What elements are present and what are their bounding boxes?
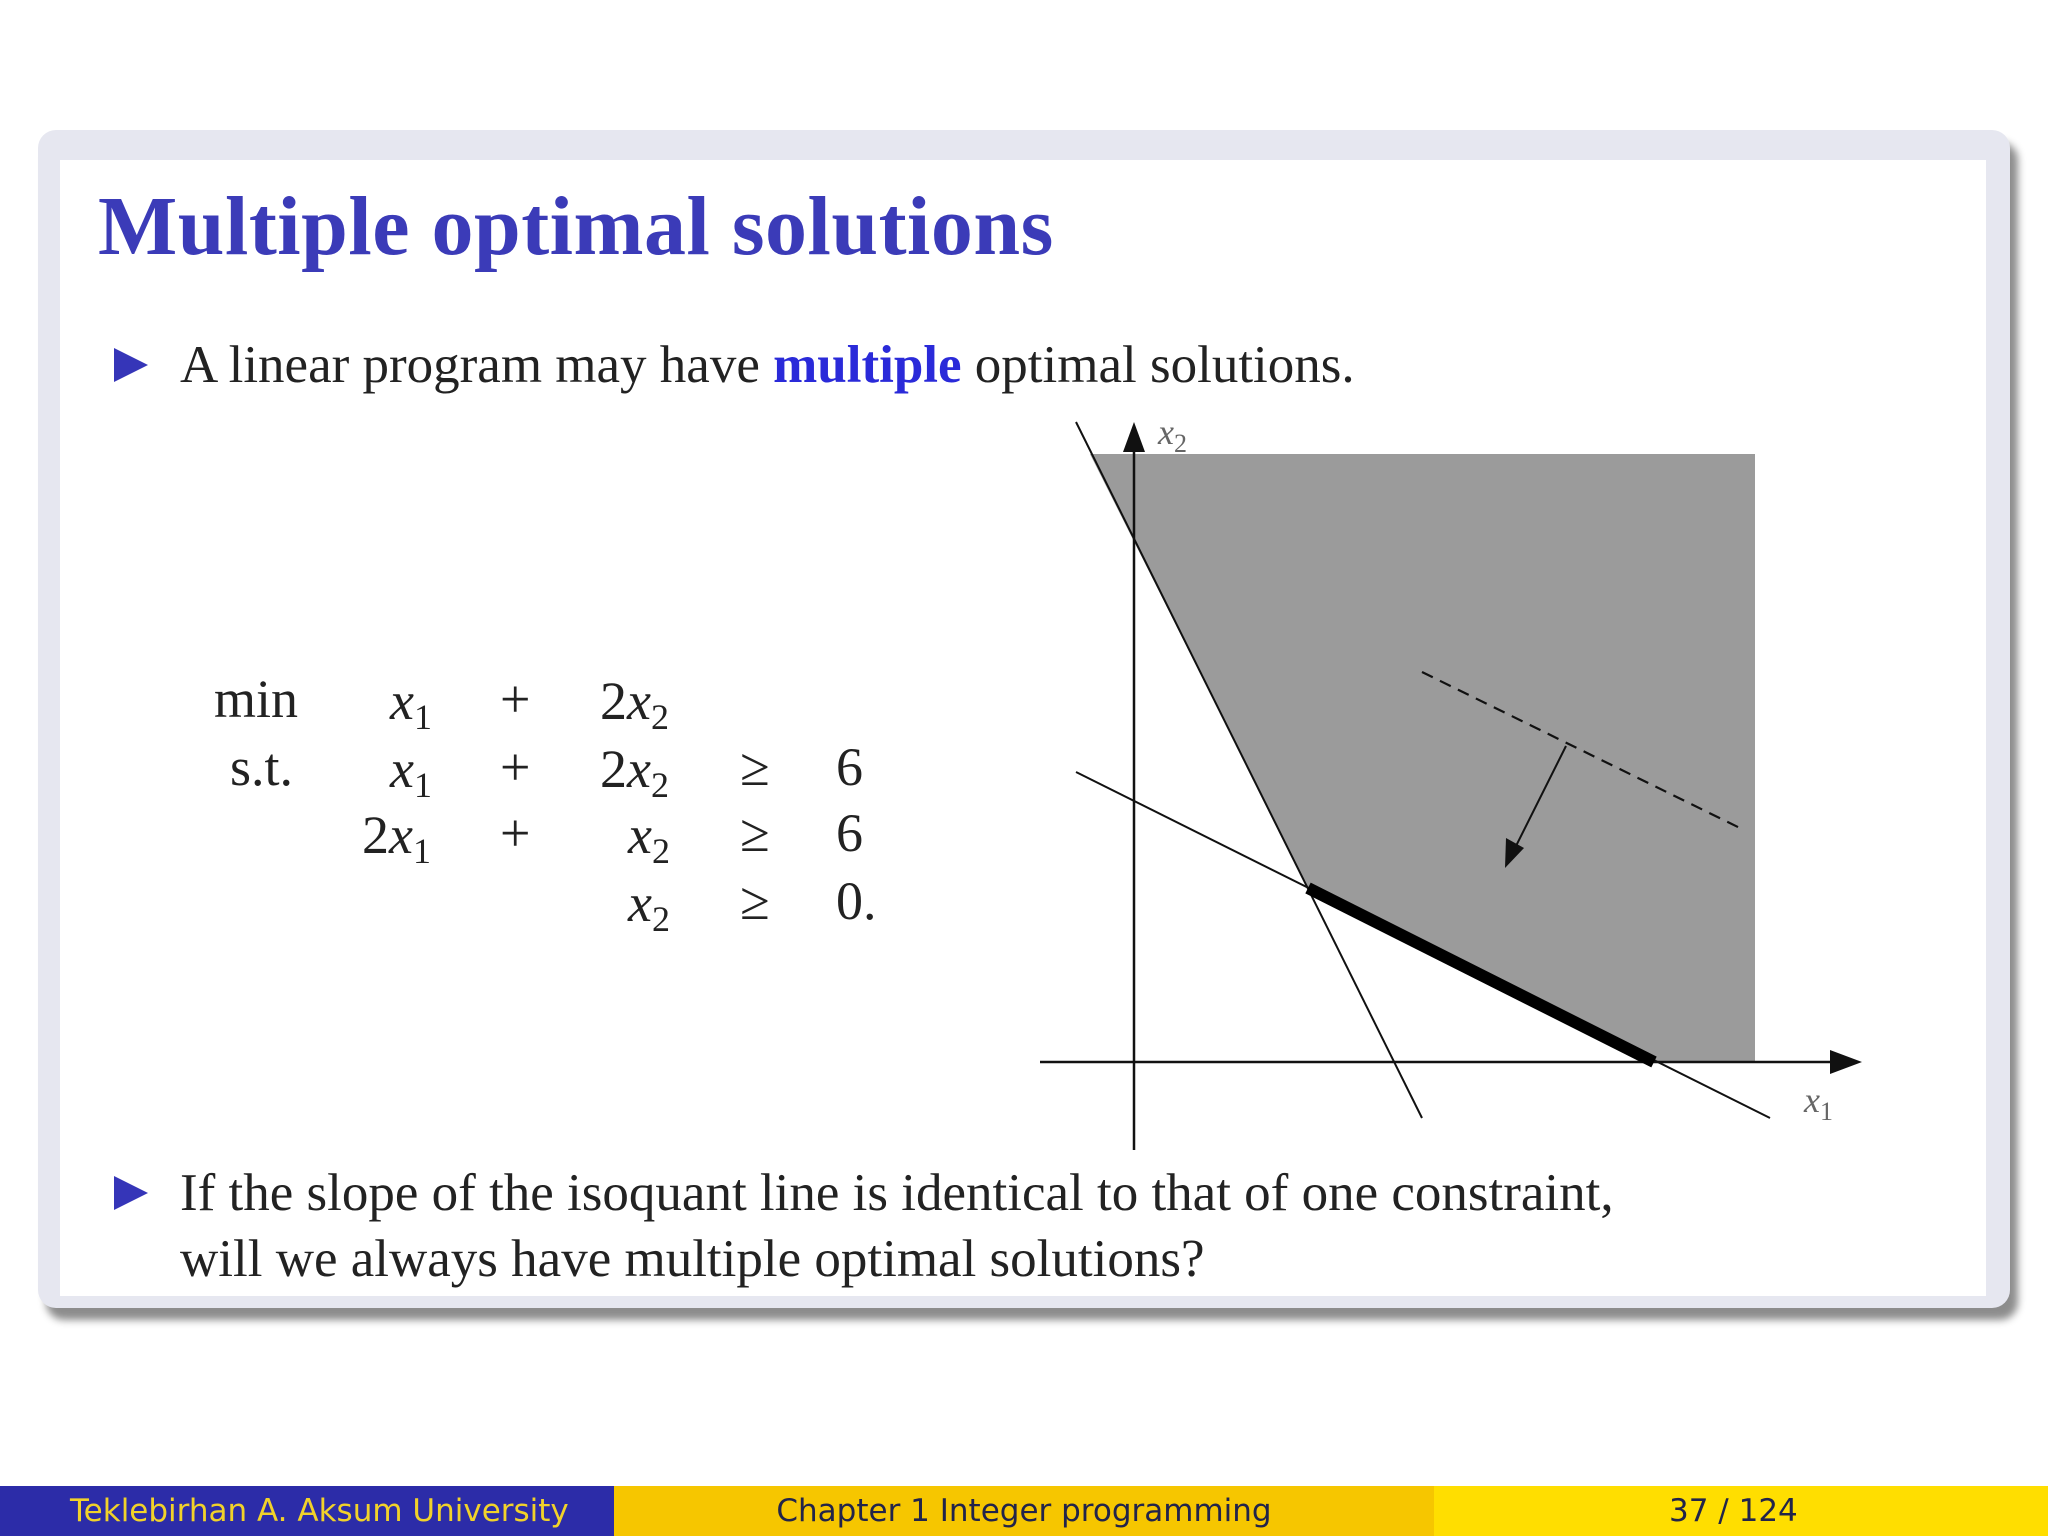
bullet-1-emphasis: multiple bbox=[773, 336, 962, 394]
lp-r2-geq: ≥ bbox=[740, 737, 770, 797]
lp-sub: 2 bbox=[651, 831, 670, 871]
x2-axis-label: $x_2$ bbox=[1158, 412, 1187, 458]
lp-r2-rhs: 6 bbox=[836, 737, 863, 797]
lp-r2-plus: + bbox=[500, 737, 531, 797]
lp-var: x bbox=[389, 805, 413, 865]
lp-var: x bbox=[390, 739, 414, 799]
footer bbox=[0, 1486, 2048, 1536]
bullet-1-text-after: optimal solutions. bbox=[961, 336, 1355, 394]
lp-sub: 1 bbox=[412, 831, 431, 871]
lp-sub: 2 bbox=[650, 697, 669, 737]
lp-var: x bbox=[628, 805, 652, 865]
lp-var: x bbox=[627, 739, 651, 799]
lp-coef: 2 bbox=[600, 739, 627, 799]
lp-r4-x2 bbox=[628, 872, 670, 940]
footer-page bbox=[1434, 1486, 2048, 1536]
lp-var: x bbox=[628, 873, 652, 933]
footer-chapter: Chapter 1 Integer programming bbox=[614, 1486, 1434, 1536]
x2-axis-arrowhead-icon bbox=[1123, 422, 1145, 452]
lp-r3-x2 bbox=[628, 804, 670, 872]
lp-var: x bbox=[627, 671, 651, 731]
bullet-triangle-icon bbox=[114, 348, 148, 382]
footer-page-text: 37 / 124 bbox=[1669, 1493, 1798, 1529]
x1-axis-arrowhead-icon bbox=[1830, 1050, 1862, 1074]
slide-title: Multiple optimal solutions bbox=[98, 180, 1054, 273]
lp-sub: 1 bbox=[413, 697, 432, 737]
feasible-region-figure bbox=[1040, 410, 1880, 1160]
bullet-triangle-icon bbox=[114, 1176, 148, 1210]
lp-r1-plus: + bbox=[500, 669, 531, 729]
lp-r4-rhs: 0. bbox=[836, 871, 877, 931]
bullet-2 bbox=[180, 1160, 1880, 1292]
lp-sub: 2 bbox=[651, 899, 670, 939]
lp-sub: 1 bbox=[413, 765, 432, 805]
lp-min: min bbox=[214, 669, 299, 729]
lp-sub: 2 bbox=[650, 765, 669, 805]
footer-author-text: Teklebirhan A. Aksum University bbox=[70, 1493, 569, 1529]
bullet-1 bbox=[180, 332, 1355, 398]
lp-r1-x1 bbox=[390, 670, 432, 738]
lp-st: s.t. bbox=[230, 737, 294, 797]
feasible-region bbox=[1090, 454, 1755, 1062]
footer-author bbox=[0, 1486, 614, 1536]
lp-r3-rhs: 6 bbox=[836, 803, 863, 863]
lp-r2-x1 bbox=[390, 738, 432, 806]
lp-r1-2x2 bbox=[600, 670, 669, 738]
lp-r3-2x1 bbox=[362, 804, 431, 872]
lp-coef: 2 bbox=[600, 671, 627, 731]
lp-r3-plus: + bbox=[500, 803, 531, 863]
bullet-1-text-before: A linear program may have bbox=[180, 336, 774, 394]
lp-var: x bbox=[390, 671, 414, 731]
x1-axis-label: $x_1$ bbox=[1804, 1080, 1833, 1126]
lp-coef: 2 bbox=[362, 805, 389, 865]
bullet-2-line-1: If the slope of the isoquant line is identical to that of one constraint, bbox=[180, 1164, 1614, 1222]
bullet-2-line-2: will we always have multiple optimal solutions? bbox=[180, 1230, 1205, 1288]
lp-r4-geq: ≥ bbox=[740, 871, 770, 931]
lp-r3-geq: ≥ bbox=[740, 803, 770, 863]
lp-r2-2x2 bbox=[600, 738, 669, 806]
